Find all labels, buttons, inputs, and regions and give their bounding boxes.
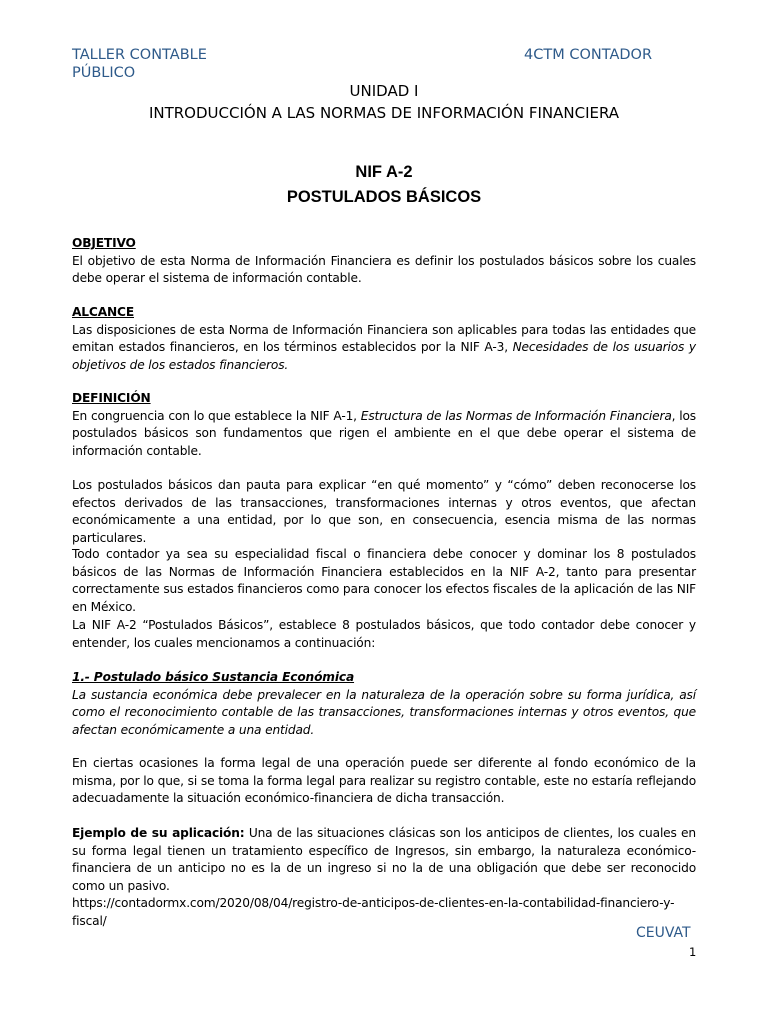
nif-name: POSTULADOS BÁSICOS xyxy=(286,188,482,206)
section-heading: OBJETIVO xyxy=(72,236,136,250)
section-text xyxy=(72,408,696,461)
paragraph: La NIF A-2 “Postulados Básicos”, establece 8 postulados básicos, que todo contador debe conocer y entender, los cuales mencionamos a continuación: xyxy=(72,618,696,650)
text-run: En congruencia con lo que establece la NIF A-1, xyxy=(72,408,361,423)
section-heading: ALCANCE xyxy=(72,305,134,319)
paragraph: Todo contador ya sea su especialidad fiscal o financiera debe conocer y dominar los 8 postulados básicos de las Normas de Información Financiera establecidos en la NIF A-2, tanto para presentar correctamente sus estados financieros como para conocer los efectos fiscales de la aplicación de las NIF en México. xyxy=(72,547,696,614)
nif-code: NIF A-2 xyxy=(355,163,413,181)
unit-title: UNIDAD I xyxy=(349,82,419,100)
postulado-heading: 1.- Postulado básico Sustancia Económica xyxy=(72,670,355,684)
example-paragraph xyxy=(72,825,696,895)
section-objetivo xyxy=(72,235,696,288)
unit-subtitle: INTRODUCCIÓN A LAS NORMAS DE INFORMACIÓN FINANCIERA xyxy=(148,104,620,122)
section-definicion xyxy=(72,390,696,460)
footer-brand: CEUVAT xyxy=(636,925,691,941)
header-right: 4CTM CONTADOR xyxy=(524,47,653,63)
postulado-definition: La sustancia económica debe prevalecer en la naturaleza de la operación sobre su forma jurídica, así como el reconocimiento contable de las transacciones, transformaciones internas y otros eventos, que afectan económicamente a una entidad. xyxy=(72,687,696,737)
italic-reference: Estructura de las Normas de Información Financiera xyxy=(360,408,672,423)
section-text: El objetivo de esta Norma de Información Financiera es definir los postulados básicos sobre los cuales debe operar el sistema de información contable. xyxy=(72,253,696,286)
text-run: , los postulados básicos son fundamentos que rigen el ambiente en el que debe operar el sistema de información contable. xyxy=(72,408,696,458)
header-left: TALLER CONTABLE PÚBLICO xyxy=(72,47,207,81)
italic-reference: Necesidades de los usuarios y objetivos de los estados financieros. xyxy=(72,340,696,372)
paragraph: En ciertas ocasiones la forma legal de una operación puede ser diferente al fondo económico de la misma, por lo que, si se toma la forma legal para realizar su registro contable, este no estaría reflejando adecuadamente la situación económico-financiera de dicha transacción. xyxy=(72,756,696,806)
paragraph: Los postulados básicos dan pauta para explicar “en qué momento” y “cómo” deben reconocerse los efectos derivados de las transacciones, transformaciones internas y otros eventos, que afectan económicamente a una entidad, por lo que son, en consecuencia, esencia misma de las normas particulares. xyxy=(72,478,696,545)
example-label: Ejemplo de su aplicación: xyxy=(72,826,245,840)
page-number: 1 xyxy=(689,945,697,959)
example-text: Una de las situaciones clásicas son los anticipos de clientes, los cuales en su forma legal tienen un tratamiento específico de Ingresos, sin embargo, la naturaleza económico-financiera de un anticipo no es la de un ingreso si no la de una obligación que debe ser reconocido como un pasivo. xyxy=(72,826,696,893)
section-heading: DEFINICIÓN xyxy=(72,391,151,405)
text-run: Las disposiciones de esta Norma de Información Financiera son aplicables para todas las entidades que emitan estados financieros, en los términos establecidos por la NIF A-3, xyxy=(72,322,696,355)
section-alcance xyxy=(72,304,696,374)
section-text xyxy=(72,322,696,375)
postulado-1 xyxy=(72,669,696,739)
reference-url[interactable]: https://contadormx.com/2020/08/04/registro-de-anticipos-de-clientes-en-la-contabilidad-financiero-y-fiscal/ xyxy=(72,896,675,928)
